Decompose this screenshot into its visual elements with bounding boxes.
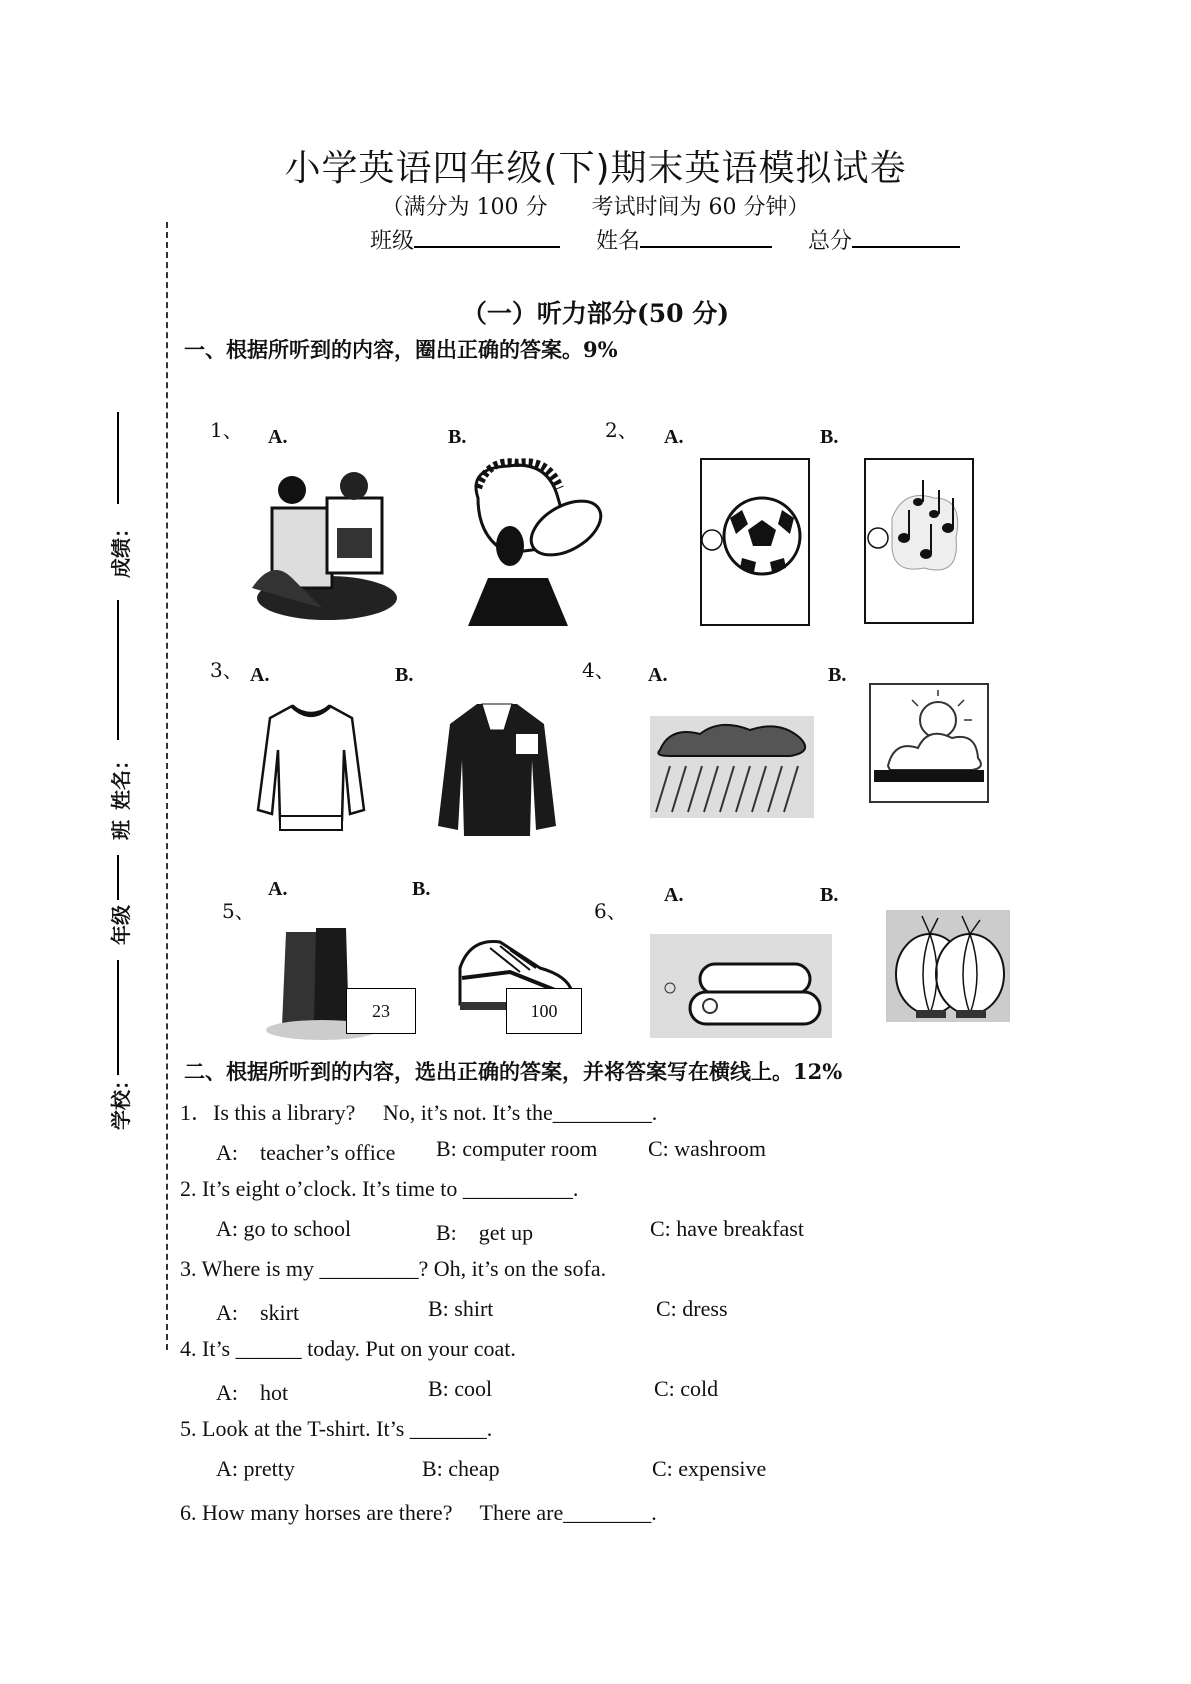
eating-boy-picture [448, 458, 608, 626]
item2-option-b[interactable]: B. [820, 426, 839, 448]
item1-option-a[interactable]: A. [268, 426, 288, 448]
q5-option-a[interactable]: A: pretty [216, 1456, 295, 1481]
painting-picture [232, 468, 400, 628]
rain-picture [650, 716, 814, 818]
class-field-blank[interactable] [414, 224, 560, 248]
grade-blank [117, 960, 119, 1075]
item6-number: 6、 [594, 899, 627, 923]
q2-option-a[interactable]: A: go to school [216, 1216, 352, 1241]
sneakers-price-label: 100 [506, 988, 582, 1034]
info-fields [370, 224, 960, 255]
score-label: 成绩： [109, 518, 133, 578]
item3-option-b[interactable]: B. [395, 664, 414, 686]
q1-option-a[interactable]: A: teacher’s office [216, 1140, 396, 1165]
name-field-label: 姓名 [596, 229, 641, 254]
music-picture [864, 458, 976, 624]
class-label: 班 [109, 820, 133, 840]
grade-label: 年级 [109, 905, 133, 945]
question-4: 4. It’s ______ today. Put on your coat. [180, 1336, 516, 1361]
jacket-picture [432, 700, 562, 842]
q2-option-c[interactable]: C: have breakfast [650, 1216, 804, 1241]
item3-option-a[interactable]: A. [250, 664, 270, 686]
total-field-blank[interactable] [852, 224, 960, 248]
part2-heading: 二、根据所听到的内容，选出正确的答案，并将答案写在横线上。12% [184, 1059, 843, 1084]
item1-option-b[interactable]: B. [448, 426, 467, 448]
q3-option-b[interactable]: B: shirt [428, 1296, 494, 1321]
item4-option-a[interactable]: A. [648, 664, 668, 686]
boots-price-label: 23 [346, 988, 416, 1034]
item2-option-a[interactable]: A. [664, 426, 684, 448]
question-6: 6. How many horses are there? There are________. [180, 1500, 657, 1525]
q4-option-c[interactable]: C: cold [654, 1376, 719, 1401]
item4-option-b[interactable]: B. [828, 664, 847, 686]
q4-option-a[interactable]: A: hot [216, 1380, 289, 1405]
q1-option-c[interactable]: C: washroom [648, 1136, 766, 1161]
item6-option-b[interactable]: B. [820, 884, 839, 906]
q1-option-b[interactable]: B: computer room [436, 1136, 598, 1161]
school-label: 学校： [109, 1070, 133, 1130]
exam-subtitle: （满分为 100 分 考试时间为 60 分钟） [381, 195, 810, 220]
item5-number: 5、 [222, 899, 255, 923]
question-5: 5. Look at the T-shirt. It’s _______. [180, 1416, 493, 1441]
item2-number: 2、 [605, 418, 638, 442]
score-blank [117, 412, 119, 504]
item5-option-a[interactable]: A. [268, 878, 288, 900]
question-2: 2. It’s eight o’clock. It’s time to __________. [180, 1176, 579, 1201]
q2-option-b[interactable]: B: get up [436, 1220, 534, 1245]
question-3: 3. Where is my _________? Oh, it’s on the sofa. [180, 1256, 607, 1281]
sausage-picture [650, 934, 832, 1038]
q5-option-c[interactable]: C: expensive [652, 1456, 767, 1481]
item4-number: 4、 [582, 658, 615, 682]
q3-option-a[interactable]: A: skirt [216, 1300, 300, 1325]
item1-number: 1、 [210, 418, 243, 442]
name-blank [117, 600, 119, 740]
item6-option-a[interactable]: A. [664, 884, 684, 906]
q3-option-c[interactable]: C: dress [656, 1296, 728, 1321]
football-picture [700, 458, 812, 628]
listening-section-title: （一）听力部分(50 分) [461, 299, 730, 328]
name-field-blank[interactable] [640, 224, 772, 248]
question-1: 1．Is this a library? No, it’s not. It’s the_________. [180, 1100, 658, 1125]
binding-dashed-line [166, 222, 168, 1350]
item5-option-b[interactable]: B. [412, 878, 431, 900]
total-field-label: 总分 [808, 229, 853, 254]
name-label: 姓名： [109, 750, 133, 810]
q4-option-b[interactable]: B: cool [428, 1376, 493, 1401]
class-blank [117, 855, 119, 900]
item3-number: 3、 [210, 658, 243, 682]
onions-picture [886, 910, 1010, 1022]
exam-title: 小学英语四年级(下)期末英语模拟试卷 [284, 148, 907, 189]
part1-heading: 一、根据所听到的内容，圈出正确的答案。9% [184, 337, 618, 362]
sunny-cloud-picture [868, 682, 990, 804]
sweater-picture [254, 700, 368, 836]
class-field-label: 班级 [370, 229, 415, 254]
q5-option-b[interactable]: B: cheap [422, 1456, 500, 1481]
